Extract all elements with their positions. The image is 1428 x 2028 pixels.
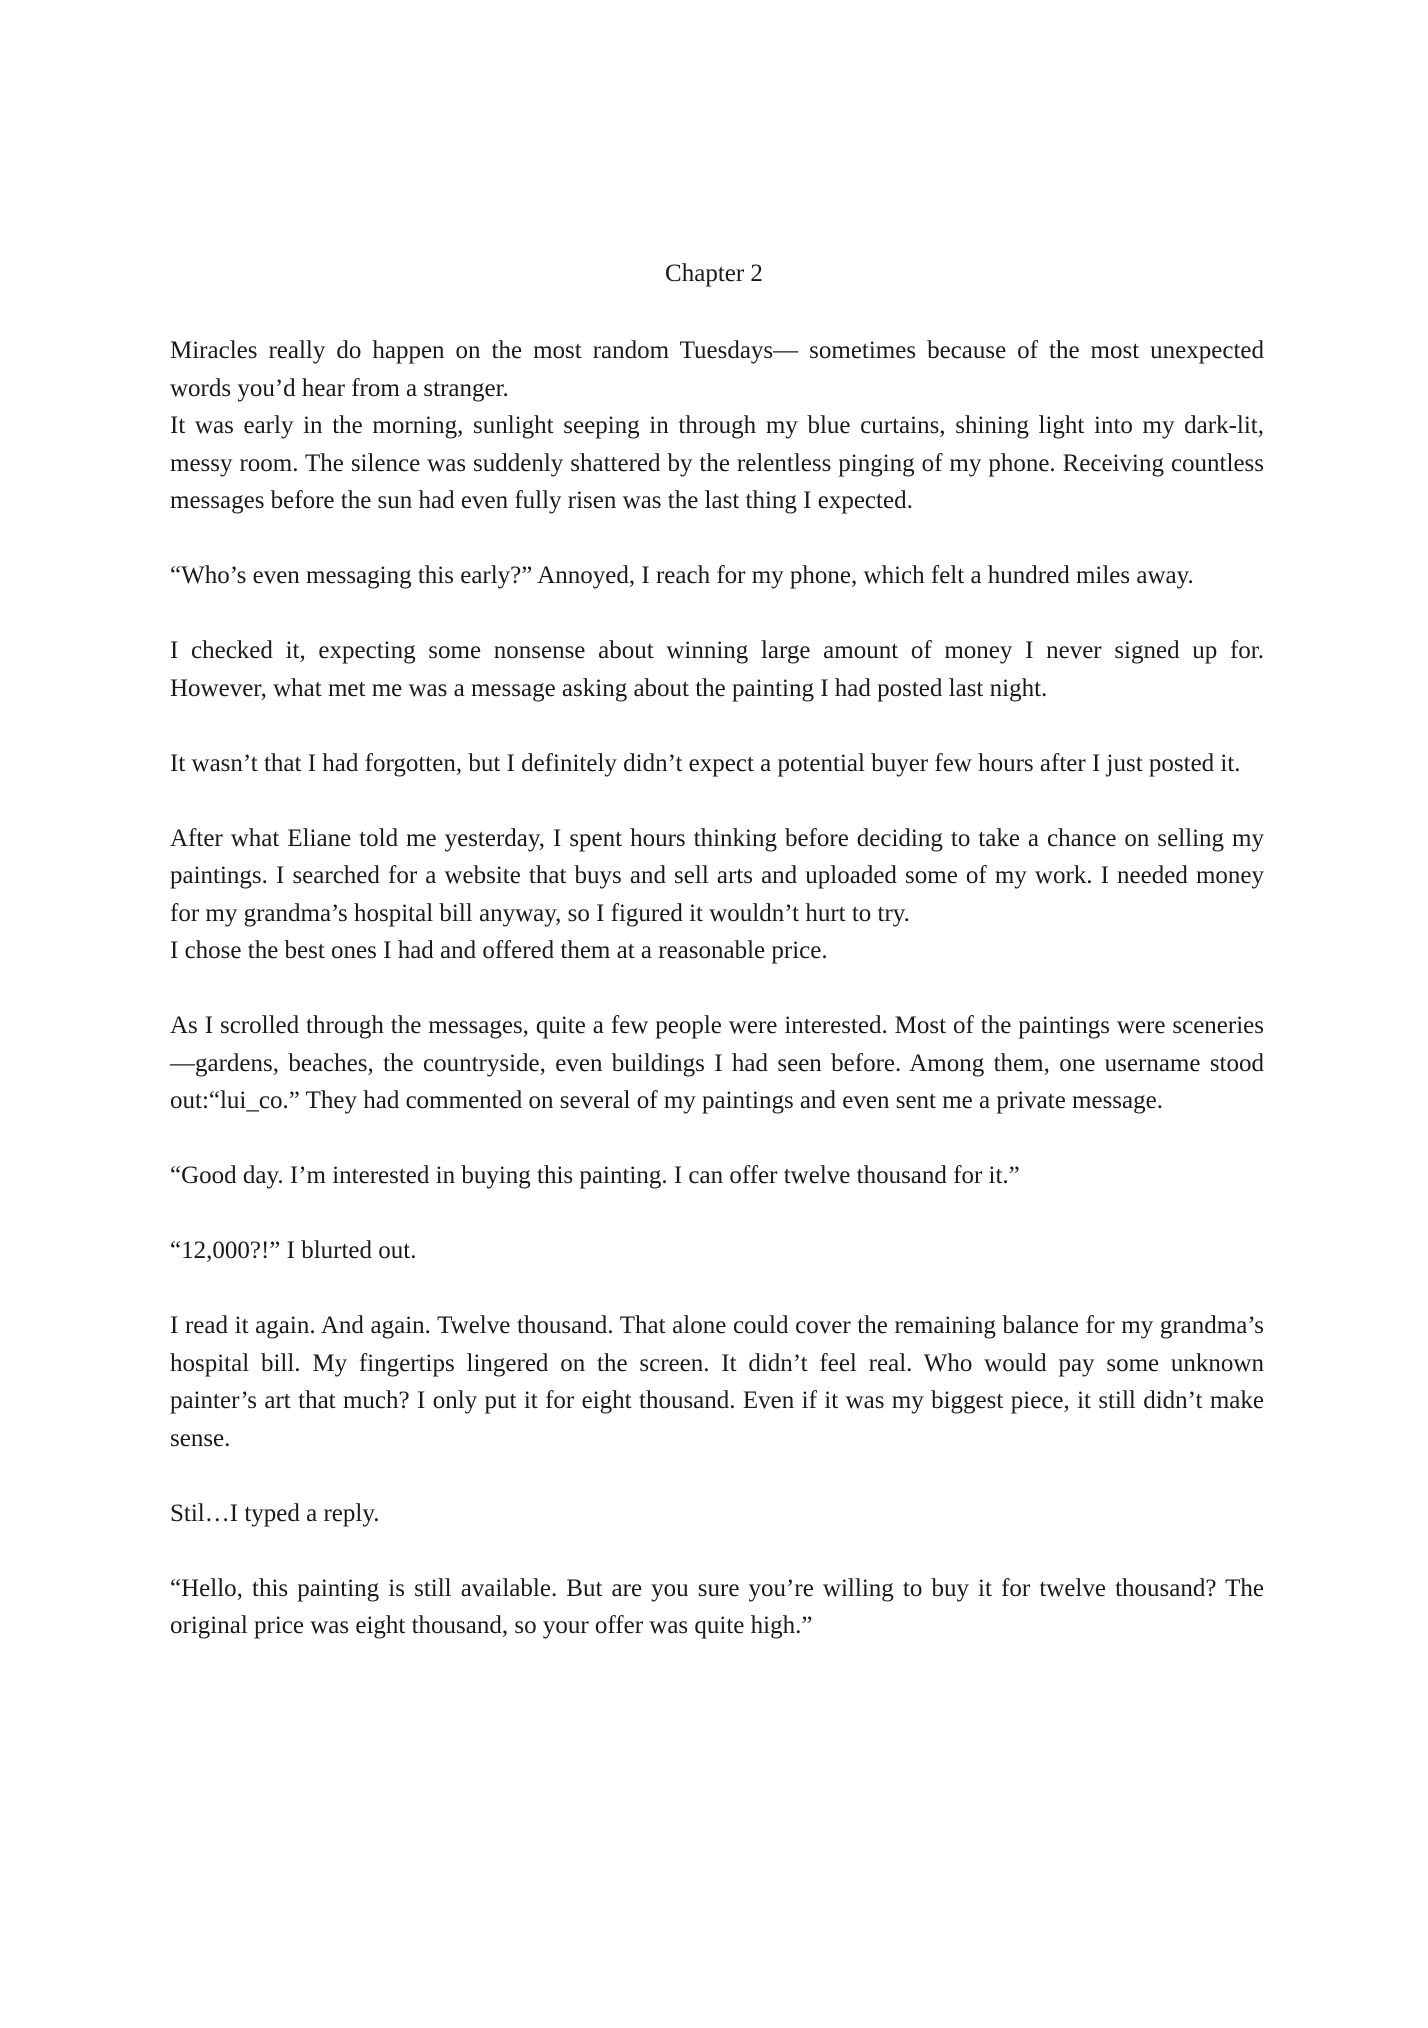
paragraph-text: It was early in the morning, sunlight seeping in through my blue curtains, shining light into my dark-lit, messy room. The silence was suddenly shattered by the relentless pinging of my phone. Receiving countless messages before the sun had even fully risen was the last thing I expected. [170, 412, 1264, 514]
paragraph-text: “Hello, this painting is still available. But are you sure you’re willing to buy it for twelve thousand? The original price was eight thousand, so your offer was quite high.” [170, 1574, 1264, 1639]
paragraph [170, 1307, 1264, 1457]
chapter-body [170, 332, 1264, 1682]
paragraph [170, 632, 1264, 707]
paragraph [170, 1570, 1264, 1645]
paragraph-text: “Good day. I’m interested in buying this painting. I can offer twelve thousand for it.” [170, 1162, 1020, 1189]
paragraph [170, 407, 1264, 520]
paragraph-text: I checked it, expecting some nonsense about winning large amount of money I never signed up for. However, what met me was a message asking about the painting I had posted last night. [170, 637, 1264, 702]
paragraph-text: As I scrolled through the messages, quite a few people were interested. Most of the paintings were sceneries—gardens, beaches, the countryside, even buildings I had seen before. Among them, one username stood out:“lui_co.” They had commented on several of my paintings and even sent me a private message. [170, 1012, 1264, 1114]
paragraph [170, 1495, 1264, 1533]
chapter-title: Chapter 2 [665, 260, 763, 287]
paragraph-text: “12,000?!” I blurted out. [170, 1237, 417, 1264]
paragraph-text: I read it again. And again. Twelve thousand. That alone could cover the remaining balance for my grandma’s hospital bill. My fingertips lingered on the screen. It didn’t feel real. Who would pay some unknown painter’s art that much? I only put it for eight thousand. Even if it was my biggest piece, it still didn’t make sense. [170, 1312, 1264, 1452]
paragraph [170, 557, 1264, 595]
paragraph-text: Stil…I typed a reply. [170, 1499, 380, 1527]
paragraph-text: It wasn’t that I had forgotten, but I definitely didn’t expect a potential buyer few hours after I just posted it. [170, 749, 1241, 777]
paragraph [170, 1007, 1264, 1120]
paragraph-text: “Who’s even messaging this early?” Annoyed, I reach for my phone, which felt a hundred miles away. [170, 562, 1194, 589]
paragraph [170, 1232, 1264, 1270]
paragraph [170, 1157, 1264, 1195]
paragraph-text: Miracles really do happen on the most random Tuesdays— sometimes because of the most unexpected words you’d hear from a stranger. [170, 337, 1264, 402]
paragraph [170, 332, 1264, 407]
paragraph-text: After what Eliane told me yesterday, I spent hours thinking before deciding to take a chance on selling my paintings. I searched for a website that buys and sell arts and uploaded some of my work. I needed money for my grandma’s hospital bill anyway, so I figured it wouldn’t hurt to try. [170, 824, 1264, 927]
paragraph [170, 745, 1264, 783]
paragraph-text: I chose the best ones I had and offered them at a reasonable price. [170, 937, 828, 964]
paragraph [170, 820, 1264, 970]
